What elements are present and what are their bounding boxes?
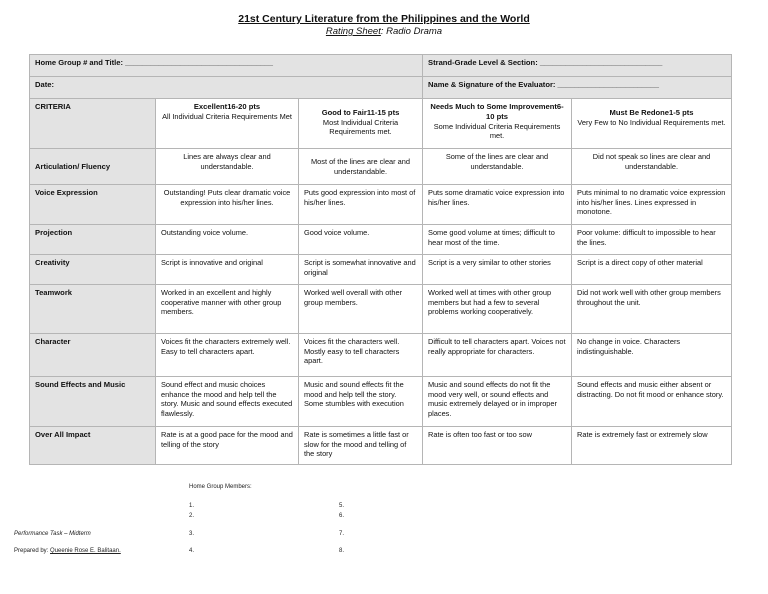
level-desc: Most Individual Criteria Requirements met. xyxy=(322,117,399,137)
members-label: Home Group Members: xyxy=(189,484,252,490)
prepared-by-name: Queenie Rose E. Balitaan. xyxy=(50,548,121,554)
criterion-cell: Worked in an excellent and highly cooperative manner with other group members. xyxy=(156,285,299,334)
criterion-cell: Script is a direct copy of other material xyxy=(572,255,732,285)
level-desc: Very Few to No Individual Requirements met. xyxy=(577,117,726,127)
member-number: 2. xyxy=(189,513,195,519)
criterion-label: Over All Impact xyxy=(30,427,156,465)
document-subtitle xyxy=(0,26,768,37)
criteria-header: CRITERIA xyxy=(30,99,156,149)
prepared-by xyxy=(14,548,121,554)
level-needs-improvement xyxy=(423,99,572,149)
member-number: 7. xyxy=(339,531,345,537)
levels-row xyxy=(30,99,732,149)
level-desc: All Individual Criteria Requirements Met xyxy=(162,111,292,121)
evaluator-field: Name & Signature of the Evaluator: ________________________ xyxy=(423,77,732,99)
criterion-label: Sound Effects and Music xyxy=(30,377,156,427)
criterion-label: Projection xyxy=(30,225,156,255)
criterion-cell: Voices fit the characters extremely well. Easy to tell characters apart. xyxy=(156,334,299,377)
criterion-cell: Script is innovative and original xyxy=(156,255,299,285)
subtitle-value: : Radio Drama xyxy=(380,26,443,37)
strand-section-field: Strand-Grade Level & Section: _____________________________ xyxy=(423,55,732,77)
criterion-cell: Music and sound effects do not fit the mood very well, or sound effects and music extremely delayed or in improper places. xyxy=(423,377,572,427)
criterion-row-teamwork xyxy=(30,285,732,334)
criterion-label: Articulation/ Fluency xyxy=(30,149,156,185)
criterion-row-character xyxy=(30,334,732,377)
criterion-row-impact xyxy=(30,427,732,465)
level-title: Excellent16-20 pts xyxy=(193,102,261,111)
member-number: 3. xyxy=(189,531,195,537)
member-number: 1. xyxy=(189,503,195,509)
criterion-cell: Puts minimal to no dramatic voice expression into his/her lines. Lines expressed in monotone. xyxy=(572,185,732,225)
level-excellent xyxy=(156,99,299,149)
criterion-cell: Script is a very similar to other stories xyxy=(423,255,572,285)
criterion-cell: Difficult to tell characters apart. Voices not really appropriate for characters. xyxy=(423,334,572,377)
criterion-label: Voice Expression xyxy=(30,185,156,225)
criterion-cell: Did not speak so lines are clear and understandable. xyxy=(572,149,732,185)
criterion-cell: Some good volume at times; difficult to hear most of the time. xyxy=(423,225,572,255)
criterion-cell: Poor volume: difficult to impossible to hear the lines. xyxy=(572,225,732,255)
rubric-table xyxy=(29,54,732,465)
criterion-label: Character xyxy=(30,334,156,377)
criterion-cell: Did not work well with other group members throughout the unit. xyxy=(572,285,732,334)
criterion-row-creativity xyxy=(30,255,732,285)
criterion-row-projection xyxy=(30,225,732,255)
performance-task-label: Performance Task – Midterm xyxy=(14,531,91,537)
member-number: 8. xyxy=(339,548,345,554)
criterion-cell: Voices fit the characters well. Mostly easy to tell characters apart. xyxy=(299,334,423,377)
criterion-cell: Script is somewhat innovative and original xyxy=(299,255,423,285)
criterion-cell: Puts some dramatic voice expression into his/her lines. xyxy=(423,185,572,225)
level-title: Needs Much to Some Improvement6-10 pts xyxy=(430,102,564,121)
member-number: 6. xyxy=(339,513,345,519)
criterion-cell: Sound effects and music either absent or distracting. Do not fit mood or enhance story. xyxy=(572,377,732,427)
criterion-cell: Worked well at times with other group members but had a few to several problems working cooperatively. xyxy=(423,285,572,334)
group-title-field: Home Group # and Title: ___________________________________ xyxy=(30,55,423,77)
criterion-cell: Worked well overall with other group members. xyxy=(299,285,423,334)
criterion-cell: Puts good expression into most of his/her lines. xyxy=(299,185,423,225)
subtitle-label: Rating Sheet xyxy=(325,26,381,37)
criterion-cell: Sound effect and music choices enhance the mood and help tell the story. Music and sound effects executed flawlessly. xyxy=(156,377,299,427)
criterion-row-sound xyxy=(30,377,732,427)
criterion-cell: Outstanding voice volume. xyxy=(156,225,299,255)
criterion-cell: Most of the lines are clear and understandable. xyxy=(299,149,423,185)
header-row-2 xyxy=(30,77,732,99)
level-desc: Some Individual Criteria Requirements met. xyxy=(433,121,561,141)
level-title: Must Be Redone1-5 pts xyxy=(609,108,694,117)
criterion-cell: Music and sound effects fit the mood and help tell the story. Some stumbles with execution xyxy=(299,377,423,427)
member-number: 4. xyxy=(189,548,195,554)
document-title: 21st Century Literature from the Philippines and the World xyxy=(238,13,530,25)
criterion-cell: Lines are always clear and understandable. xyxy=(156,149,299,185)
criterion-row-articulation xyxy=(30,149,732,185)
criterion-cell: Outstanding! Puts clear dramatic voice expression into his/her lines. xyxy=(156,185,299,225)
criterion-label: Teamwork xyxy=(30,285,156,334)
criterion-row-voice xyxy=(30,185,732,225)
criterion-cell: Rate is at a good pace for the mood and telling of the story xyxy=(156,427,299,465)
level-good xyxy=(299,99,423,149)
criterion-cell: Good voice volume. xyxy=(299,225,423,255)
level-title: Good to Fair11-15 pts xyxy=(321,108,400,117)
criterion-cell: Rate is often too fast or too sow xyxy=(423,427,572,465)
member-number: 5. xyxy=(339,503,345,509)
prepared-by-label: Prepared by: xyxy=(14,548,51,554)
level-redo xyxy=(572,99,732,149)
criterion-cell: Some of the lines are clear and understandable. xyxy=(423,149,572,185)
header-row-1 xyxy=(30,55,732,77)
criterion-cell: No change in voice. Characters indistinguishable. xyxy=(572,334,732,377)
criterion-label: Creativity xyxy=(30,255,156,285)
criterion-cell: Rate is extremely fast or extremely slow xyxy=(572,427,732,465)
date-field: Date: xyxy=(30,77,423,99)
criterion-cell: Rate is sometimes a little fast or slow for the mood and telling of the story xyxy=(299,427,423,465)
